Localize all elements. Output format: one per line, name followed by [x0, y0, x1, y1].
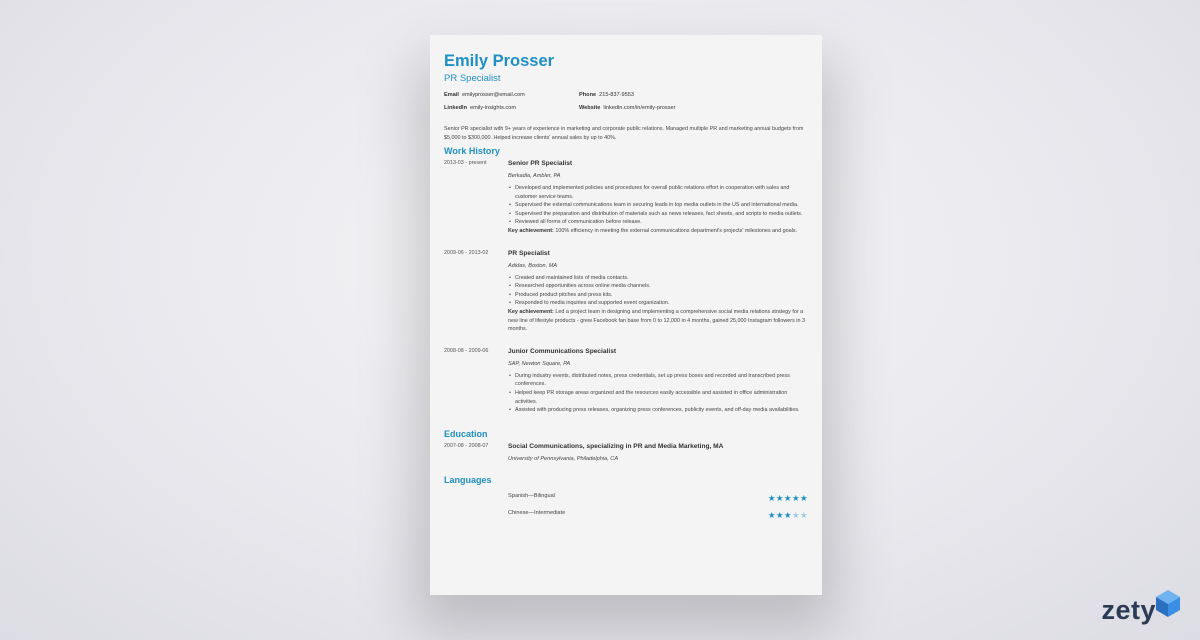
contact-website: Website linkedin.com/in/emily-prosser [579, 105, 676, 111]
job-bullet: • Reviewed all forms of communication before release. [515, 218, 808, 227]
education-school: University of Pennsylvania, Philadelphia, CA [508, 455, 619, 462]
job-bullet: • Responded to media inquiries and supported event organization. [515, 299, 808, 308]
job-bullet: • Helped keep PR storage areas organized and the resources easily accessible and assisted in office administration activities. [515, 389, 808, 406]
education-entry [444, 443, 808, 467]
logo-wordmark: zety [1101, 595, 1156, 625]
job-bullet: • Produced product pitches and press kits. [515, 291, 808, 300]
language-row [444, 510, 808, 521]
job-entry [444, 160, 808, 236]
star-icon: ★ [783, 509, 792, 520]
section-work-history: Work History [444, 146, 500, 156]
resume-title: PR Specialist [444, 73, 501, 84]
language-rating [768, 493, 808, 504]
star-icon: ★ [799, 492, 808, 503]
job-entry [444, 250, 808, 334]
job-title: PR Specialist [508, 249, 550, 257]
language-list [444, 493, 808, 521]
star-icon: ★ [783, 492, 792, 503]
job-entry [444, 348, 808, 415]
contact-phone: Phone 215-837-9553 [579, 92, 634, 98]
language-name: Chinese—Intermediate [508, 509, 566, 516]
job-bullet: • Supervised the preparation and distribution of materials such as news releases, fact sheets, and scripts to media outlets. [515, 210, 808, 219]
zety-logo [1101, 595, 1182, 626]
star-icon: ★ [791, 492, 800, 503]
star-icon: ★ [799, 509, 808, 520]
contact-grid [444, 92, 808, 111]
language-name: Spanish—Bilingual [508, 492, 555, 499]
star-icon: ★ [791, 509, 800, 520]
job-bullet: • Researched opportunities across online media channels. [515, 282, 808, 291]
education-dates: 2007-08 - 2008-07 [444, 442, 489, 449]
section-education: Education [444, 428, 488, 439]
job-bullets [508, 184, 808, 227]
job-company: SAP, Newton Square, PA [508, 360, 571, 367]
job-title: Senior PR Specialist [508, 160, 573, 167]
job-bullet: • During industry events, distributed notes, press credentials, set up press boxes and recorded and transcribed press conferences. [515, 372, 808, 389]
key-achievement: Key achievement: Led a project team in designing and implementing a comprehensive social media relations strategy for a new line of lifestyle products - grew Facebook fan base from 0 to 12,000 in 4 months, gained 25,000 Instagram followers in 3 months. [508, 308, 805, 333]
contact-email: Email emilyprosser@email.com [444, 92, 525, 98]
language-row [444, 493, 808, 504]
job-bullet: • Created and maintained lists of media contacts. [515, 274, 808, 283]
job-dates: 2008-08 - 2009-06 [444, 347, 489, 354]
job-title: Junior Communications Specialist [508, 347, 617, 355]
star-icon: ★ [767, 509, 776, 520]
job-bullets [508, 274, 808, 308]
job-company: Berkadia, Ambler, PA [508, 173, 561, 179]
education-degree: Social Communications, specializing in PR and Media Marketing, MA [508, 442, 724, 450]
star-icon: ★ [775, 509, 784, 520]
job-dates: 2009-06 - 2013-02 [444, 249, 489, 256]
key-achievement: Key achievement: 100% efficiency in meeting the external communications department's projects' milestones and goals. [508, 227, 798, 234]
job-company: Adidas, Boston, MA [508, 262, 558, 269]
summary-text: Senior PR specialist with 9+ years of experience in marketing and corporate public relations. Managed multiple PR and marketing annual budgets from $5,000 to $300,000. Helped increase clients' annual sales by up to 40%. [444, 126, 804, 141]
job-bullets [508, 372, 808, 415]
star-icon: ★ [767, 492, 776, 503]
resume-name: Emily Prosser [444, 52, 555, 70]
job-bullet: • Assisted with producing press releases, organizing press conferences, publicity events, and off-day media availabilities. [515, 406, 808, 415]
star-icon: ★ [775, 492, 784, 503]
job-bullet: • Supervised the external communications team in securing leads in top media outlets in the US and international media. [515, 201, 808, 210]
contact-linkedin: LinkedIn emily-insights.com [444, 105, 517, 111]
logo-cube-icon [1154, 588, 1182, 622]
language-rating [768, 510, 808, 521]
job-bullet: • Developed and implemented policies and procedures for overall public relations effort in cooperation with sales and customer service teams. [515, 184, 808, 201]
section-languages: Languages [444, 474, 492, 485]
resume-page [430, 35, 822, 595]
job-dates: 2013-03 - present [444, 160, 487, 166]
job-list [444, 160, 808, 415]
